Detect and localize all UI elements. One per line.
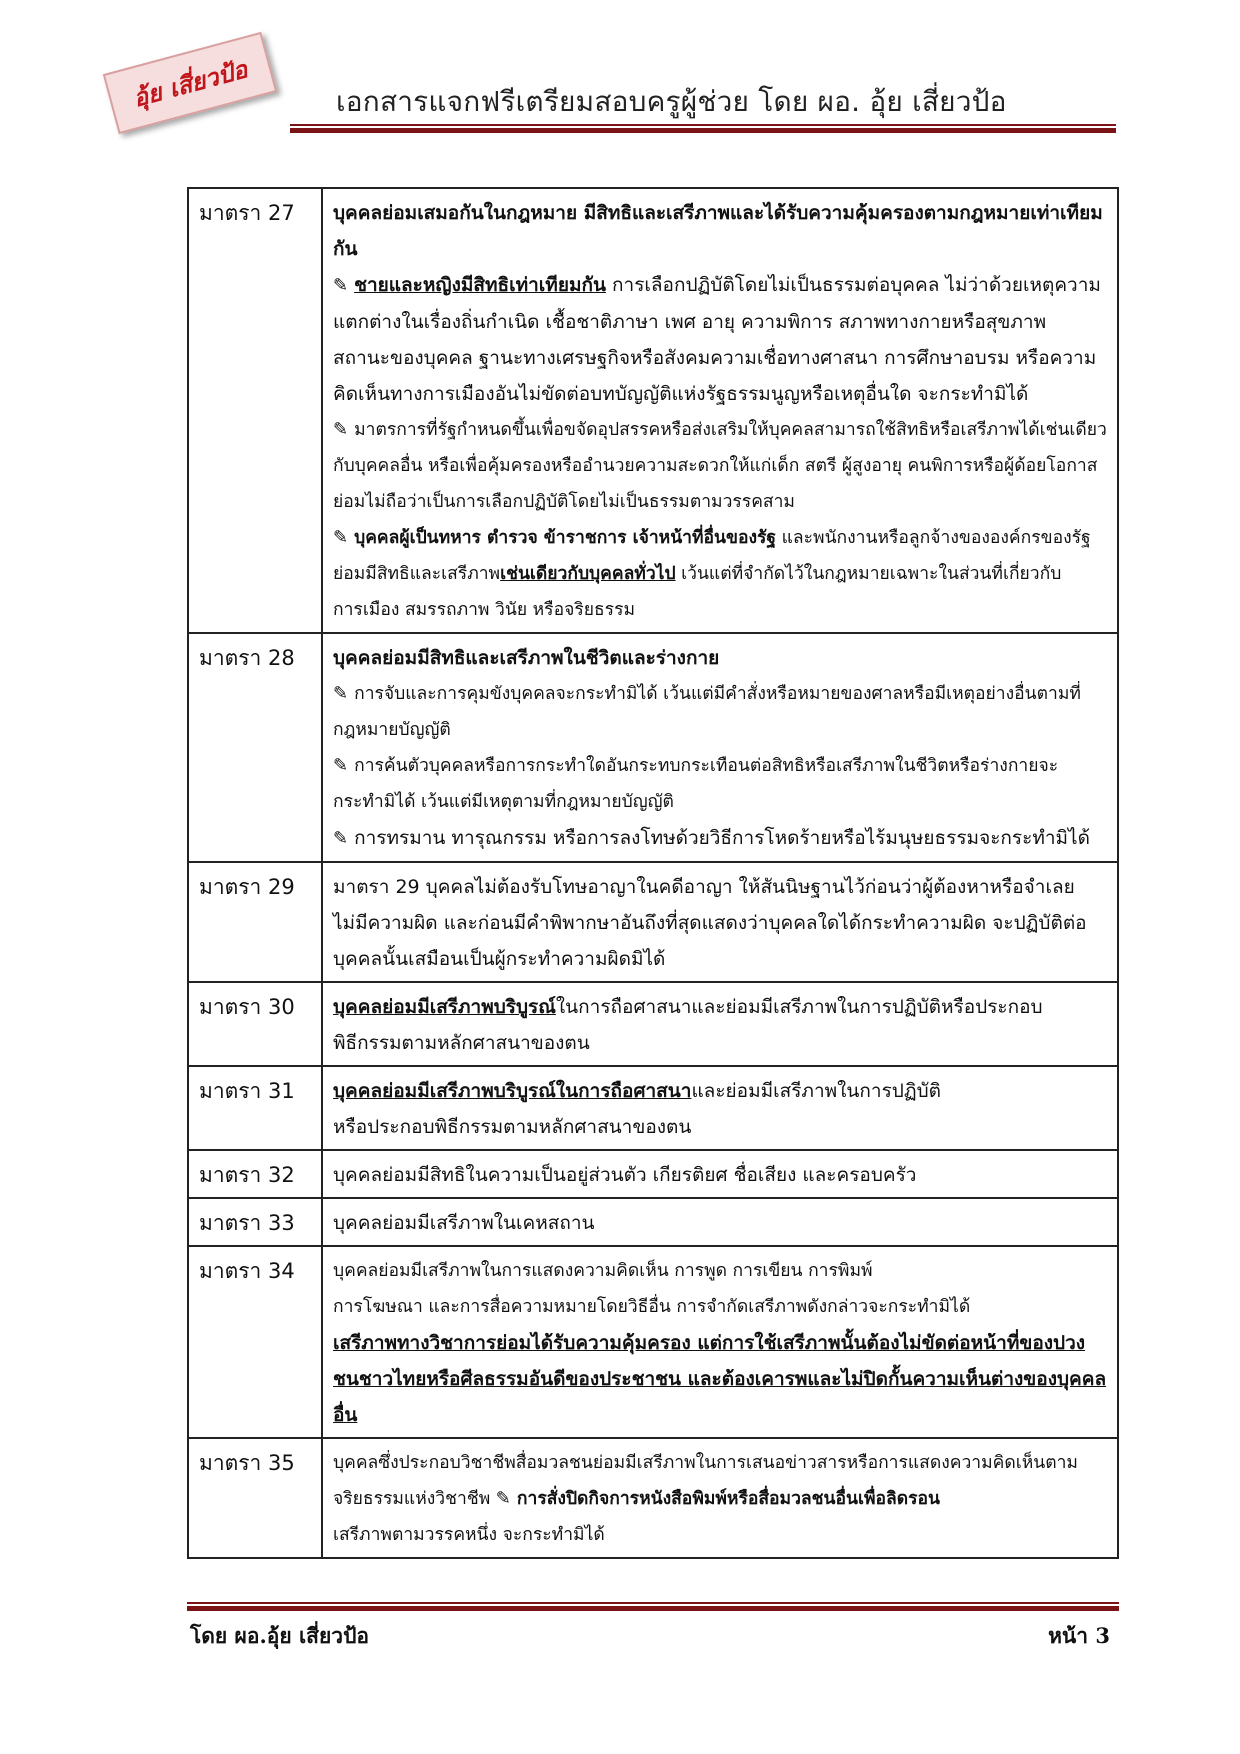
section-label: มาตรา 35 [188, 1438, 322, 1558]
bullet-paragraph [333, 267, 1107, 412]
body-text: การจับและการคุมขังบุคคลจะกระทำมิได้ เว้นแต่มีคำสั่งหรือหมายของศาลหรือมีเหตุอย่างอื่นตามที่กฎหมายบัญญัติ [333, 684, 1081, 740]
table-row [188, 862, 1118, 982]
section-label: มาตรา 28 [188, 633, 322, 862]
table-row [188, 633, 1118, 862]
stamp-text: อุ้ย เสี่ยวป้อ [129, 53, 251, 113]
body-text: และย่อมมีเสรีภาพในการปฏิบัติ [691, 1080, 941, 1102]
section-content [322, 633, 1118, 862]
footer-author: โดย ผอ.อุ้ย เสี่ยวป้อ [190, 1623, 370, 1648]
pen-icon: ✎ [333, 755, 349, 776]
body-text: มาตรา 29 บุคคลไม่ต้องรับโทษอาญาในคดีอาญา ให้สันนิษฐานไว้ก่อนว่าผู้ต้องหาหรือจำเลยไม่มีความผิด และก่อนมีคำพิพากษาอันถึงที่สุดแสดงว่าบุคคลใดได้กระทำความผิด จะปฏิบัติต่อบุคคลนั้นเสมือนเป็นผู้กระทำความผิดมิได้ [333, 876, 1087, 970]
author-stamp [103, 32, 277, 134]
pen-icon: ✎ [333, 527, 349, 548]
section-content [322, 982, 1118, 1066]
body-text: บุคคลซึ่งประกอบวิชาชีพสื่อมวลชนย่อมมีเสรีภาพในการเสนอข่าวสารหรือการแสดงความคิดเห็นตามจริยธรรมแห่งวิชาชีพ [333, 1453, 1078, 1509]
section-content [322, 1150, 1118, 1198]
section-label: มาตรา 34 [188, 1246, 322, 1438]
section-content [322, 1066, 1118, 1150]
section-label: มาตรา 33 [188, 1198, 322, 1246]
section-label: มาตรา 30 [188, 982, 322, 1066]
emphasis-text: การสั่งปิดกิจการหนังสือพิมพ์หรือสื่อมวลชนอื่นเพื่อลิดรอน [516, 1489, 940, 1509]
table-row [188, 982, 1118, 1066]
emphasis-text: ชายและหญิงมีสิทธิเท่าเทียมกัน [354, 274, 606, 296]
table-row [188, 1246, 1118, 1438]
bullet-paragraph [333, 676, 1107, 748]
footer-divider [187, 1602, 1119, 1611]
body-text: การเลือกปฏิบัติโดยไม่เป็นธรรมต่อบุคคล ไม่ว่าด้วยเหตุความแตกต่างในเรื่องถิ่นกำเนิด เชื้อชาติภาษา เพศ อายุ ความพิการ สภาพทางกายหรือสุขภาพ สถานะของบุคคล ฐานะทางเศรษฐกิจหรือสังคมความเชื่อทางศาสนา การศึกษาอบรม หรือความคิดเห็นทางการเมืองอันไม่ขัดต่อบทบัญญัติแห่งรัฐธรรมนูญหรือเหตุอื่นใด จะกระทำมิได้ [333, 274, 1101, 405]
body-text: การโฆษณา และการสื่อความหมายโดยวิธีอื่น การจำกัดเสรีภาพดังกล่าวจะกระทำมิได้ [333, 1297, 971, 1317]
section-label: มาตรา 31 [188, 1066, 322, 1150]
header-divider [290, 124, 1116, 133]
constitution-sections-table [187, 187, 1119, 1559]
body-text: การค้นตัวบุคคลหรือการกระทำใดอันกระทบกระเทือนต่อสิทธิหรือเสรีภาพในชีวิตหรือร่างกายจะกระทำมิได้ เว้นแต่มีเหตุตามที่กฎหมายบัญญัติ [333, 756, 1059, 812]
emphasis-text: เสรีภาพทางวิชาการย่อมได้รับความคุ้มครอง แต่การใช้เสรีภาพนั้นต้องไม่ขัดต่อหน้าที่ของปวงชนชาวไทยหรือศีลธรรมอันดีของประชาชน และต้องเคารพและไม่ปิดกั้นความเห็นต่างของบุคคลอื่น [333, 1332, 1107, 1426]
table-row [188, 188, 1118, 633]
body-text: มาตรการที่รัฐกำหนดขึ้นเพื่อขจัดอุปสรรคหรือส่งเสริมให้บุคคลสามารถใช้สิทธิหรือเสรีภาพได้เช่นเดียวกับบุคคลอื่น หรือเพื่อคุ้มครองหรืออำนวยความสะดวกให้แก่เด็ก สตรี ผู้สูงอายุ คนพิการหรือผู้ด้อยโอกาส ย่อมไม่ถือว่าเป็นการเลือกปฏิบัติโดยไม่เป็นธรรมตามวรรคสาม [333, 420, 1107, 512]
body-text: และพนักงานหรือลูกจ้างขององค์กรของรัฐย่อมมีสิทธิและเสรีภาพ [333, 528, 1091, 584]
body-text: เว้นแต่ที่จำกัดไว้ในกฎหมายเฉพาะในส่วนที่เกี่ยวกับการเมือง สมรรถภาพ วินัย หรือจริยธรรม [333, 564, 1062, 620]
section-content [322, 188, 1118, 633]
bullet-paragraph [333, 412, 1107, 520]
body-text: ในการถือศาสนาและย่อมมีเสรีภาพในการปฏิบัติหรือประกอบพิธีกรรมตามหลักศาสนาของตน [333, 996, 1043, 1054]
table-row [188, 1438, 1118, 1558]
section-label: มาตรา 27 [188, 188, 322, 633]
body-text: หรือประกอบพิธีกรรมตามหลักศาสนาของตน [333, 1116, 692, 1138]
pen-icon: ✎ [333, 683, 349, 704]
bullet-paragraph [333, 748, 1107, 820]
body-text: บุคคลย่อมมีเสรีภาพในเคหสถาน [333, 1212, 595, 1234]
emphasis-text: บุคคลย่อมมีเสรีภาพบริบูรณ์ในการถือศาสนา [333, 1080, 692, 1102]
bullet-paragraph [333, 820, 1107, 857]
body-paragraph [333, 1445, 1107, 1517]
pen-icon: ✎ [333, 828, 349, 849]
table-row [188, 1066, 1118, 1150]
section-heading: บุคคลย่อมมีสิทธิและเสรีภาพในชีวิตและร่างกาย [333, 647, 720, 669]
section-content [322, 1246, 1118, 1438]
section-content [322, 1198, 1118, 1246]
body-text: บุคคลย่อมมีสิทธิในความเป็นอยู่ส่วนตัว เกียรติยศ ชื่อเสียง และครอบครัว [333, 1164, 917, 1186]
emphasis-text: เช่นเดียวกับบุคคลทั่วไป [500, 564, 676, 584]
body-text: การทรมาน ทารุณกรรม หรือการลงโทษด้วยวิธีการโหดร้ายหรือไร้มนุษยธรรมจะกระทำมิได้ [354, 827, 1090, 849]
section-content [322, 1438, 1118, 1558]
table-row [188, 1150, 1118, 1198]
section-label: มาตรา 32 [188, 1150, 322, 1198]
bullet-paragraph [333, 520, 1107, 628]
pen-icon: ✎ [333, 419, 349, 440]
section-heading: บุคคลย่อมเสมอกันในกฎหมาย มีสิทธิและเสรีภาพและได้รับความคุ้มครองตามกฎหมายเท่าเทียมกัน [333, 202, 1103, 260]
section-label: มาตรา 29 [188, 862, 322, 982]
pen-icon: ✎ [495, 1488, 511, 1509]
page-number: หน้า 3 [1048, 1623, 1110, 1648]
body-text: บุคคลย่อมมีเสรีภาพในการแสดงความคิดเห็น การพูด การเขียน การพิมพ์ [333, 1261, 873, 1281]
table-row [188, 1198, 1118, 1246]
emphasis-text: บุคคลผู้เป็นทหาร ตำรวจ ข้าราชการ เจ้าหน้าที่อื่นของรัฐ [354, 528, 777, 548]
emphasis-text: บุคคลย่อมมีเสรีภาพบริบูรณ์ [333, 996, 556, 1018]
body-paragraph [333, 989, 1107, 1061]
body-paragraph [333, 1073, 1107, 1109]
body-text: เสรีภาพตามวรรคหนึ่ง จะกระทำมิได้ [333, 1525, 605, 1545]
section-content [322, 862, 1118, 982]
pen-icon: ✎ [333, 275, 349, 296]
page-header-title: เอกสารแจกฟรีเตรียมสอบครูผู้ช่วย โดย ผอ. อุ้ย เสี่ยวป้อ [336, 85, 1007, 118]
